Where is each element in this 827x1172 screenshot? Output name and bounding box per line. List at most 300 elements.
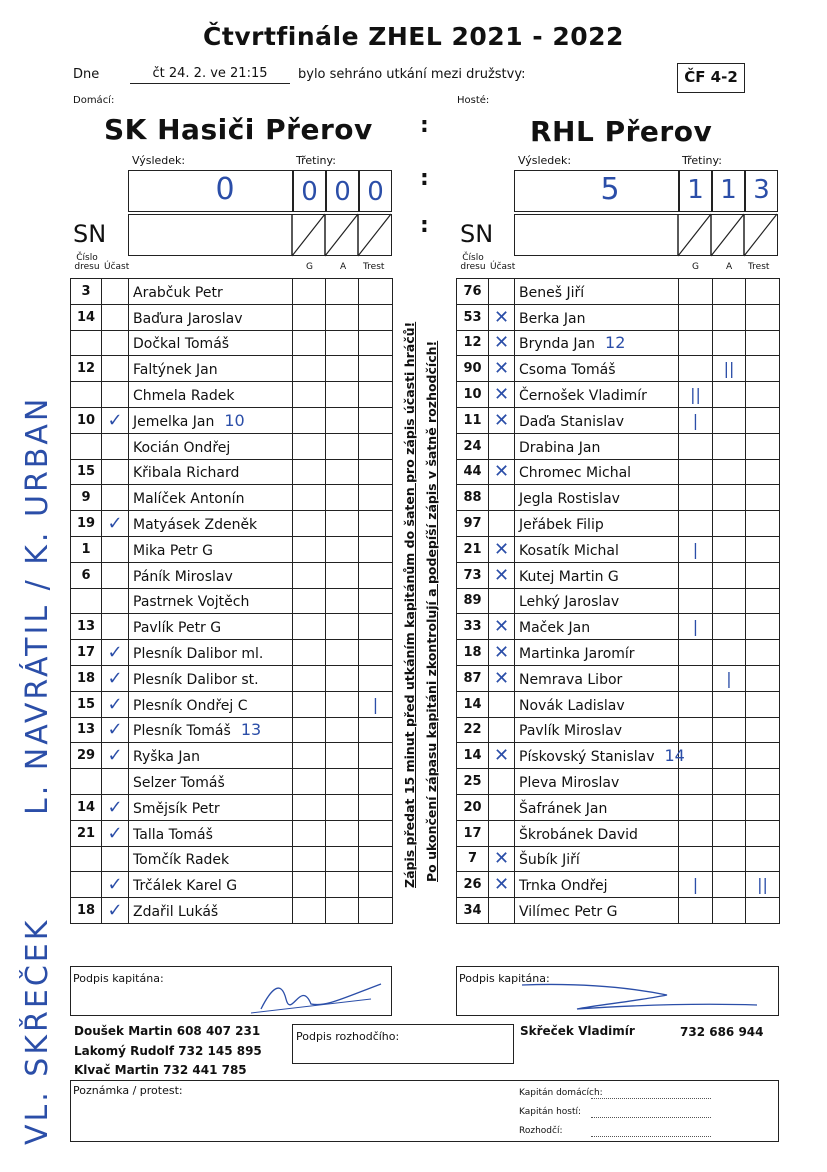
assists-cell[interactable]	[326, 640, 359, 666]
home-captain-sign-box[interactable]	[70, 966, 392, 1016]
player-name[interactable]	[515, 304, 679, 330]
assists-cell[interactable]	[713, 304, 746, 330]
goals-cell[interactable]	[679, 356, 713, 382]
assists-cell[interactable]	[326, 820, 359, 846]
penalty-cell[interactable]	[359, 485, 393, 511]
player-name[interactable]	[515, 588, 679, 614]
player-name[interactable]	[129, 665, 293, 691]
goals-cell[interactable]: |	[679, 872, 713, 898]
attendance-mark[interactable]: ✓	[102, 898, 129, 924]
player-number[interactable]: 6	[71, 562, 102, 588]
goals-cell[interactable]	[293, 562, 326, 588]
penalty-cell[interactable]	[746, 536, 780, 562]
player-number[interactable]: 73	[457, 562, 489, 588]
penalty-cell[interactable]	[359, 536, 393, 562]
attendance-mark[interactable]	[489, 433, 515, 459]
goals-cell[interactable]	[293, 433, 326, 459]
player-name[interactable]	[515, 717, 679, 743]
assists-cell[interactable]	[713, 330, 746, 356]
penalty-cell[interactable]	[359, 511, 393, 537]
penalty-cell[interactable]	[746, 691, 780, 717]
attendance-mark[interactable]: ✓	[102, 820, 129, 846]
goals-cell[interactable]	[293, 691, 326, 717]
assists-cell[interactable]	[326, 769, 359, 795]
player-number[interactable]: 24	[457, 433, 489, 459]
player-number[interactable]: 34	[457, 898, 489, 924]
penalty-cell[interactable]	[359, 743, 393, 769]
goals-cell[interactable]	[293, 665, 326, 691]
penalty-cell[interactable]	[746, 511, 780, 537]
assists-cell[interactable]	[326, 743, 359, 769]
player-number[interactable]: 11	[457, 407, 489, 433]
assists-cell[interactable]	[713, 846, 746, 872]
player-name[interactable]	[129, 640, 293, 666]
attendance-mark[interactable]: ✕	[489, 640, 515, 666]
goals-cell[interactable]	[293, 743, 326, 769]
goals-cell[interactable]	[679, 794, 713, 820]
player-number[interactable]	[71, 433, 102, 459]
attendance-mark[interactable]: ✕	[489, 330, 515, 356]
assists-cell[interactable]	[713, 872, 746, 898]
penalty-cell[interactable]	[746, 588, 780, 614]
penalty-cell[interactable]	[359, 588, 393, 614]
player-name[interactable]	[515, 382, 679, 408]
player-number[interactable]	[71, 846, 102, 872]
player-name[interactable]	[515, 794, 679, 820]
player-name[interactable]	[129, 407, 293, 433]
attendance-mark[interactable]	[489, 511, 515, 537]
penalty-cell[interactable]	[746, 485, 780, 511]
player-name[interactable]	[515, 665, 679, 691]
player-number[interactable]: 19	[71, 511, 102, 537]
player-number[interactable]: 18	[71, 898, 102, 924]
attendance-mark[interactable]: ✕	[489, 536, 515, 562]
assists-cell[interactable]	[326, 279, 359, 305]
player-number[interactable]: 33	[457, 614, 489, 640]
assists-cell[interactable]	[326, 382, 359, 408]
goals-cell[interactable]	[293, 330, 326, 356]
goals-cell[interactable]	[293, 846, 326, 872]
player-number[interactable]: 12	[457, 330, 489, 356]
player-name[interactable]	[129, 485, 293, 511]
player-name[interactable]	[129, 330, 293, 356]
player-name[interactable]	[515, 769, 679, 795]
referee-sign-box[interactable]	[292, 1024, 514, 1064]
player-number[interactable]: 20	[457, 794, 489, 820]
attendance-mark[interactable]: ✕	[489, 459, 515, 485]
player-name[interactable]	[129, 536, 293, 562]
assists-cell[interactable]	[713, 562, 746, 588]
attendance-mark[interactable]: ✓	[102, 511, 129, 537]
goals-cell[interactable]	[293, 279, 326, 305]
player-name[interactable]	[515, 536, 679, 562]
assists-cell[interactable]	[713, 382, 746, 408]
attendance-mark[interactable]	[102, 356, 129, 382]
player-number[interactable]: 18	[71, 665, 102, 691]
goals-cell[interactable]	[293, 485, 326, 511]
player-number[interactable]: 26	[457, 872, 489, 898]
player-name[interactable]	[129, 769, 293, 795]
assists-cell[interactable]	[713, 820, 746, 846]
penalty-cell[interactable]: |	[359, 691, 393, 717]
penalty-cell[interactable]	[746, 794, 780, 820]
penalty-cell[interactable]	[746, 356, 780, 382]
penalty-cell[interactable]	[359, 279, 393, 305]
player-name[interactable]	[515, 872, 679, 898]
goals-cell[interactable]	[679, 898, 713, 924]
assists-cell[interactable]	[713, 407, 746, 433]
assists-cell[interactable]	[326, 794, 359, 820]
assists-cell[interactable]	[326, 614, 359, 640]
assists-cell[interactable]	[713, 769, 746, 795]
goals-cell[interactable]	[293, 769, 326, 795]
attendance-mark[interactable]: ✕	[489, 614, 515, 640]
player-name[interactable]	[515, 356, 679, 382]
attendance-mark[interactable]	[102, 382, 129, 408]
attendance-mark[interactable]	[102, 614, 129, 640]
attendance-mark[interactable]: ✕	[489, 665, 515, 691]
player-number[interactable]: 13	[71, 717, 102, 743]
attendance-mark[interactable]: ✕	[489, 356, 515, 382]
goals-cell[interactable]	[293, 614, 326, 640]
goals-cell[interactable]	[293, 407, 326, 433]
away-captain-sign-box[interactable]	[456, 966, 779, 1016]
player-name[interactable]	[515, 614, 679, 640]
assists-cell[interactable]	[326, 872, 359, 898]
penalty-cell[interactable]	[359, 665, 393, 691]
player-name[interactable]	[129, 691, 293, 717]
penalty-cell[interactable]	[359, 794, 393, 820]
player-number[interactable]: 15	[71, 691, 102, 717]
player-name[interactable]	[515, 562, 679, 588]
player-name[interactable]	[515, 846, 679, 872]
player-number[interactable]: 88	[457, 485, 489, 511]
attendance-mark[interactable]	[102, 304, 129, 330]
assists-cell[interactable]	[326, 356, 359, 382]
goals-cell[interactable]	[679, 640, 713, 666]
assists-cell[interactable]	[326, 898, 359, 924]
player-name[interactable]	[515, 330, 679, 356]
attendance-mark[interactable]: ✕	[489, 407, 515, 433]
penalty-cell[interactable]	[359, 562, 393, 588]
penalty-cell[interactable]	[746, 614, 780, 640]
player-name[interactable]	[129, 872, 293, 898]
assists-cell[interactable]	[713, 536, 746, 562]
goals-cell[interactable]	[679, 330, 713, 356]
player-number[interactable]	[71, 588, 102, 614]
player-name[interactable]	[515, 279, 679, 305]
attendance-mark[interactable]	[102, 846, 129, 872]
goals-cell[interactable]	[293, 640, 326, 666]
player-name[interactable]	[129, 356, 293, 382]
player-name[interactable]	[515, 407, 679, 433]
penalty-cell[interactable]	[359, 382, 393, 408]
assists-cell[interactable]	[326, 407, 359, 433]
penalty-cell[interactable]	[746, 382, 780, 408]
penalty-cell[interactable]	[746, 898, 780, 924]
penalty-cell[interactable]	[359, 304, 393, 330]
player-number[interactable]: 14	[457, 691, 489, 717]
attendance-mark[interactable]: ✕	[489, 872, 515, 898]
goals-cell[interactable]	[293, 459, 326, 485]
player-number[interactable]	[71, 769, 102, 795]
assists-cell[interactable]	[713, 614, 746, 640]
player-name[interactable]	[129, 717, 293, 743]
assists-cell[interactable]	[326, 459, 359, 485]
goals-cell[interactable]	[293, 898, 326, 924]
goals-cell[interactable]	[293, 382, 326, 408]
goals-cell[interactable]	[293, 304, 326, 330]
assists-cell[interactable]	[326, 562, 359, 588]
attendance-mark[interactable]: ✓	[102, 717, 129, 743]
attendance-mark[interactable]	[102, 769, 129, 795]
assists-cell[interactable]	[326, 846, 359, 872]
penalty-cell[interactable]	[746, 304, 780, 330]
player-number[interactable]: 14	[71, 304, 102, 330]
player-name[interactable]	[129, 433, 293, 459]
player-number[interactable]: 17	[457, 820, 489, 846]
penalty-cell[interactable]	[359, 459, 393, 485]
player-name[interactable]	[129, 820, 293, 846]
attendance-mark[interactable]	[102, 330, 129, 356]
attendance-mark[interactable]	[489, 898, 515, 924]
player-number[interactable]: 12	[71, 356, 102, 382]
penalty-cell[interactable]	[746, 459, 780, 485]
attendance-mark[interactable]	[489, 279, 515, 305]
player-number[interactable]: 13	[71, 614, 102, 640]
goals-cell[interactable]	[679, 846, 713, 872]
penalty-cell[interactable]: ||	[746, 872, 780, 898]
player-name[interactable]	[515, 459, 679, 485]
goals-cell[interactable]	[679, 485, 713, 511]
assists-cell[interactable]	[713, 898, 746, 924]
goals-cell[interactable]	[679, 279, 713, 305]
attendance-mark[interactable]	[489, 820, 515, 846]
attendance-mark[interactable]	[102, 562, 129, 588]
penalty-cell[interactable]	[746, 407, 780, 433]
assists-cell[interactable]	[326, 717, 359, 743]
goals-cell[interactable]	[679, 665, 713, 691]
attendance-mark[interactable]	[489, 691, 515, 717]
penalty-cell[interactable]	[746, 562, 780, 588]
player-name[interactable]	[515, 898, 679, 924]
goals-cell[interactable]	[293, 588, 326, 614]
assists-cell[interactable]	[326, 665, 359, 691]
player-number[interactable]	[71, 872, 102, 898]
attendance-mark[interactable]: ✓	[102, 407, 129, 433]
player-name[interactable]	[515, 433, 679, 459]
assists-cell[interactable]	[326, 691, 359, 717]
penalty-cell[interactable]	[746, 743, 780, 769]
player-number[interactable]: 22	[457, 717, 489, 743]
attendance-mark[interactable]	[102, 536, 129, 562]
goals-cell[interactable]	[679, 459, 713, 485]
penalty-cell[interactable]	[359, 614, 393, 640]
player-name[interactable]	[515, 820, 679, 846]
player-name[interactable]	[129, 562, 293, 588]
player-number[interactable]: 87	[457, 665, 489, 691]
player-name[interactable]	[129, 304, 293, 330]
penalty-cell[interactable]	[359, 356, 393, 382]
player-name[interactable]	[129, 382, 293, 408]
penalty-cell[interactable]	[746, 820, 780, 846]
attendance-mark[interactable]	[489, 717, 515, 743]
goals-cell[interactable]: |	[679, 614, 713, 640]
goals-cell[interactable]	[293, 717, 326, 743]
goals-cell[interactable]	[293, 872, 326, 898]
attendance-mark[interactable]	[102, 433, 129, 459]
attendance-mark[interactable]: ✓	[102, 665, 129, 691]
attendance-mark[interactable]	[489, 794, 515, 820]
player-number[interactable]: 21	[71, 820, 102, 846]
goals-cell[interactable]	[679, 562, 713, 588]
assists-cell[interactable]	[713, 717, 746, 743]
player-number[interactable]	[71, 330, 102, 356]
player-name[interactable]	[129, 279, 293, 305]
goals-cell[interactable]	[293, 536, 326, 562]
assists-cell[interactable]	[326, 511, 359, 537]
player-number[interactable]: 21	[457, 536, 489, 562]
goals-cell[interactable]	[679, 820, 713, 846]
attendance-mark[interactable]	[489, 485, 515, 511]
goals-cell[interactable]: |	[679, 407, 713, 433]
goals-cell[interactable]	[293, 794, 326, 820]
goals-cell[interactable]	[293, 820, 326, 846]
player-name[interactable]	[129, 588, 293, 614]
player-name[interactable]	[129, 898, 293, 924]
player-name[interactable]	[129, 743, 293, 769]
attendance-mark[interactable]: ✓	[102, 640, 129, 666]
assists-cell[interactable]	[326, 485, 359, 511]
attendance-mark[interactable]	[102, 588, 129, 614]
assists-cell[interactable]: ||	[713, 356, 746, 382]
assists-cell[interactable]	[713, 485, 746, 511]
player-number[interactable]: 17	[71, 640, 102, 666]
player-name[interactable]	[515, 640, 679, 666]
attendance-mark[interactable]	[489, 769, 515, 795]
assists-cell[interactable]	[713, 511, 746, 537]
penalty-cell[interactable]	[359, 898, 393, 924]
player-number[interactable]: 89	[457, 588, 489, 614]
assists-cell[interactable]	[713, 433, 746, 459]
player-number[interactable]: 15	[71, 459, 102, 485]
assists-cell[interactable]: |	[713, 665, 746, 691]
goals-cell[interactable]	[679, 691, 713, 717]
player-number[interactable]: 90	[457, 356, 489, 382]
player-number[interactable]: 1	[71, 536, 102, 562]
assists-cell[interactable]	[326, 588, 359, 614]
attendance-mark[interactable]: ✕	[489, 304, 515, 330]
penalty-cell[interactable]	[359, 433, 393, 459]
player-number[interactable]: 44	[457, 459, 489, 485]
penalty-cell[interactable]	[359, 640, 393, 666]
assists-cell[interactable]	[326, 433, 359, 459]
attendance-mark[interactable]: ✕	[489, 382, 515, 408]
attendance-mark[interactable]	[102, 279, 129, 305]
goals-cell[interactable]	[679, 433, 713, 459]
note-protest-box[interactable]	[70, 1080, 779, 1142]
penalty-cell[interactable]	[746, 279, 780, 305]
goals-cell[interactable]	[679, 769, 713, 795]
attendance-mark[interactable]: ✓	[102, 794, 129, 820]
attendance-mark[interactable]: ✓	[102, 743, 129, 769]
penalty-cell[interactable]	[746, 330, 780, 356]
attendance-mark[interactable]: ✕	[489, 846, 515, 872]
assists-cell[interactable]	[713, 279, 746, 305]
player-number[interactable]: 29	[71, 743, 102, 769]
player-name[interactable]	[129, 511, 293, 537]
assists-cell[interactable]	[713, 691, 746, 717]
attendance-mark[interactable]: ✕	[489, 562, 515, 588]
player-name[interactable]	[515, 485, 679, 511]
assists-cell[interactable]	[326, 330, 359, 356]
player-name[interactable]	[129, 794, 293, 820]
player-number[interactable]: 53	[457, 304, 489, 330]
penalty-cell[interactable]	[746, 433, 780, 459]
assists-cell[interactable]	[713, 794, 746, 820]
attendance-mark[interactable]: ✓	[102, 872, 129, 898]
player-number[interactable]: 25	[457, 769, 489, 795]
penalty-cell[interactable]	[746, 769, 780, 795]
goals-cell[interactable]	[679, 588, 713, 614]
attendance-mark[interactable]	[102, 485, 129, 511]
attendance-mark[interactable]	[102, 459, 129, 485]
goals-cell[interactable]: ||	[679, 382, 713, 408]
penalty-cell[interactable]	[746, 717, 780, 743]
player-number[interactable]: 97	[457, 511, 489, 537]
attendance-mark[interactable]: ✕	[489, 743, 515, 769]
player-number[interactable]: 10	[71, 407, 102, 433]
player-name[interactable]	[129, 614, 293, 640]
penalty-cell[interactable]	[359, 872, 393, 898]
penalty-cell[interactable]	[746, 640, 780, 666]
goals-cell[interactable]	[293, 356, 326, 382]
penalty-cell[interactable]	[359, 820, 393, 846]
goals-cell[interactable]	[679, 717, 713, 743]
assists-cell[interactable]	[326, 536, 359, 562]
player-number[interactable]: 76	[457, 279, 489, 305]
player-number[interactable]: 14	[457, 743, 489, 769]
player-number[interactable]: 7	[457, 846, 489, 872]
penalty-cell[interactable]	[359, 330, 393, 356]
goals-cell[interactable]	[679, 511, 713, 537]
penalty-cell[interactable]	[359, 769, 393, 795]
player-name[interactable]	[129, 459, 293, 485]
player-number[interactable]: 3	[71, 279, 102, 305]
assists-cell[interactable]	[713, 459, 746, 485]
goals-cell[interactable]	[293, 511, 326, 537]
penalty-cell[interactable]	[359, 717, 393, 743]
assists-cell[interactable]	[713, 640, 746, 666]
player-number[interactable]: 14	[71, 794, 102, 820]
penalty-cell[interactable]	[746, 846, 780, 872]
player-number[interactable]: 10	[457, 382, 489, 408]
player-number[interactable]: 9	[71, 485, 102, 511]
player-name[interactable]	[515, 511, 679, 537]
goals-cell[interactable]: |	[679, 536, 713, 562]
attendance-mark[interactable]: ✓	[102, 691, 129, 717]
player-name[interactable]	[129, 846, 293, 872]
attendance-mark[interactable]	[489, 588, 515, 614]
player-name[interactable]	[515, 743, 685, 769]
player-number[interactable]: 18	[457, 640, 489, 666]
assists-cell[interactable]	[326, 304, 359, 330]
goals-cell[interactable]	[679, 304, 713, 330]
player-number[interactable]	[71, 382, 102, 408]
player-name[interactable]	[515, 691, 679, 717]
penalty-cell[interactable]	[359, 407, 393, 433]
penalty-cell[interactable]	[359, 846, 393, 872]
